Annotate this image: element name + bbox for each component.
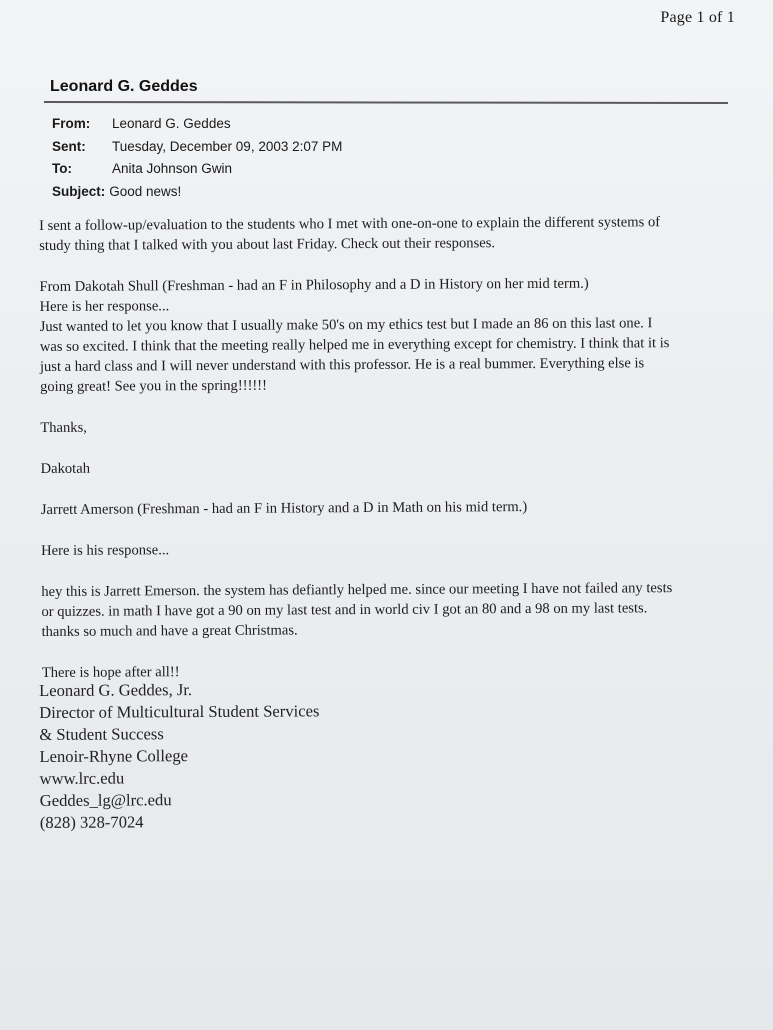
text-line: just a hard class and I will never understand with this professor. He is a real bummer. Everything else is bbox=[39, 355, 645, 375]
header-divider bbox=[44, 101, 728, 104]
email-header-fields bbox=[52, 115, 342, 205]
to-value: Anita Johnson Gwin bbox=[112, 161, 233, 176]
student1-thanks: Thanks, bbox=[40, 419, 87, 436]
subject-label: Subject: bbox=[52, 183, 106, 199]
closing-line: There is hope after all!! bbox=[41, 664, 180, 681]
subject-row bbox=[52, 183, 342, 206]
text-line: hey this is Jarrett Emerson. the system has defiantly helped me. since our meeting I have not failed any tests bbox=[41, 580, 673, 600]
email-body bbox=[39, 212, 752, 683]
signature-block bbox=[39, 678, 320, 834]
signature-email: Geddes_lg@lrc.edu bbox=[39, 790, 172, 810]
sent-value: Tuesday, December 09, 2003 2:07 PM bbox=[112, 138, 343, 154]
to-label: To: bbox=[52, 161, 72, 176]
signature-name: Leonard G. Geddes, Jr. bbox=[39, 680, 193, 700]
student2-response bbox=[41, 578, 751, 642]
student1-header: From Dakotah Shull (Freshman - had an F in Philosophy and a D in History on her mid term.) bbox=[39, 275, 589, 295]
from-value: Leonard G. Geddes bbox=[112, 116, 231, 131]
signature-phone: (828) 328-7024 bbox=[39, 812, 144, 832]
text-line: Just wanted to let you know that I usually make 50's on my ethics test but I made an 86 on this last one. I bbox=[39, 315, 653, 335]
student2-intro: Here is his response... bbox=[40, 542, 170, 559]
subject-value: Good news! bbox=[109, 183, 182, 199]
from-row bbox=[52, 115, 342, 138]
student1-intro: Here is her response... bbox=[39, 298, 170, 315]
sent-row bbox=[52, 138, 342, 161]
student2-header: Jarrett Amerson (Freshman - had an F in History and a D in Math on his mid term.) bbox=[40, 499, 528, 518]
page-number: Page 1 of 1 bbox=[660, 9, 735, 26]
to-row bbox=[52, 160, 342, 183]
signature-institution: Lenoir-Rhyne College bbox=[39, 746, 189, 766]
text-line: or quizzes. in math I have got a 90 on my last test and in world civ I got an 80 and a 98 on my last tests. bbox=[41, 600, 648, 620]
text-line: was so excited. I think that the meeting really helped me in everything except for chemistry. I think that it is bbox=[39, 335, 670, 355]
student1-name: Dakotah bbox=[40, 460, 91, 477]
text-line: thanks so much and have a great Christmas. bbox=[41, 622, 298, 640]
student1-section bbox=[39, 273, 750, 397]
sent-label: Sent: bbox=[52, 138, 86, 154]
intro-paragraph bbox=[39, 212, 749, 256]
text-line: study thing that I talked with you about last Friday. Check out their responses. bbox=[39, 235, 496, 254]
text-line: going great! See you in the spring!!!!!! bbox=[39, 377, 268, 395]
signature-website: www.lrc.edu bbox=[39, 768, 125, 788]
signature-title-continued: & Student Success bbox=[39, 724, 164, 744]
from-label: From: bbox=[52, 116, 91, 131]
signature-title: Director of Multicultural Student Services bbox=[39, 701, 320, 722]
text-line: I sent a follow-up/evaluation to the students who I met with one-on-one to explain the different systems of bbox=[39, 214, 661, 234]
sender-heading: Leonard G. Geddes bbox=[50, 78, 198, 95]
